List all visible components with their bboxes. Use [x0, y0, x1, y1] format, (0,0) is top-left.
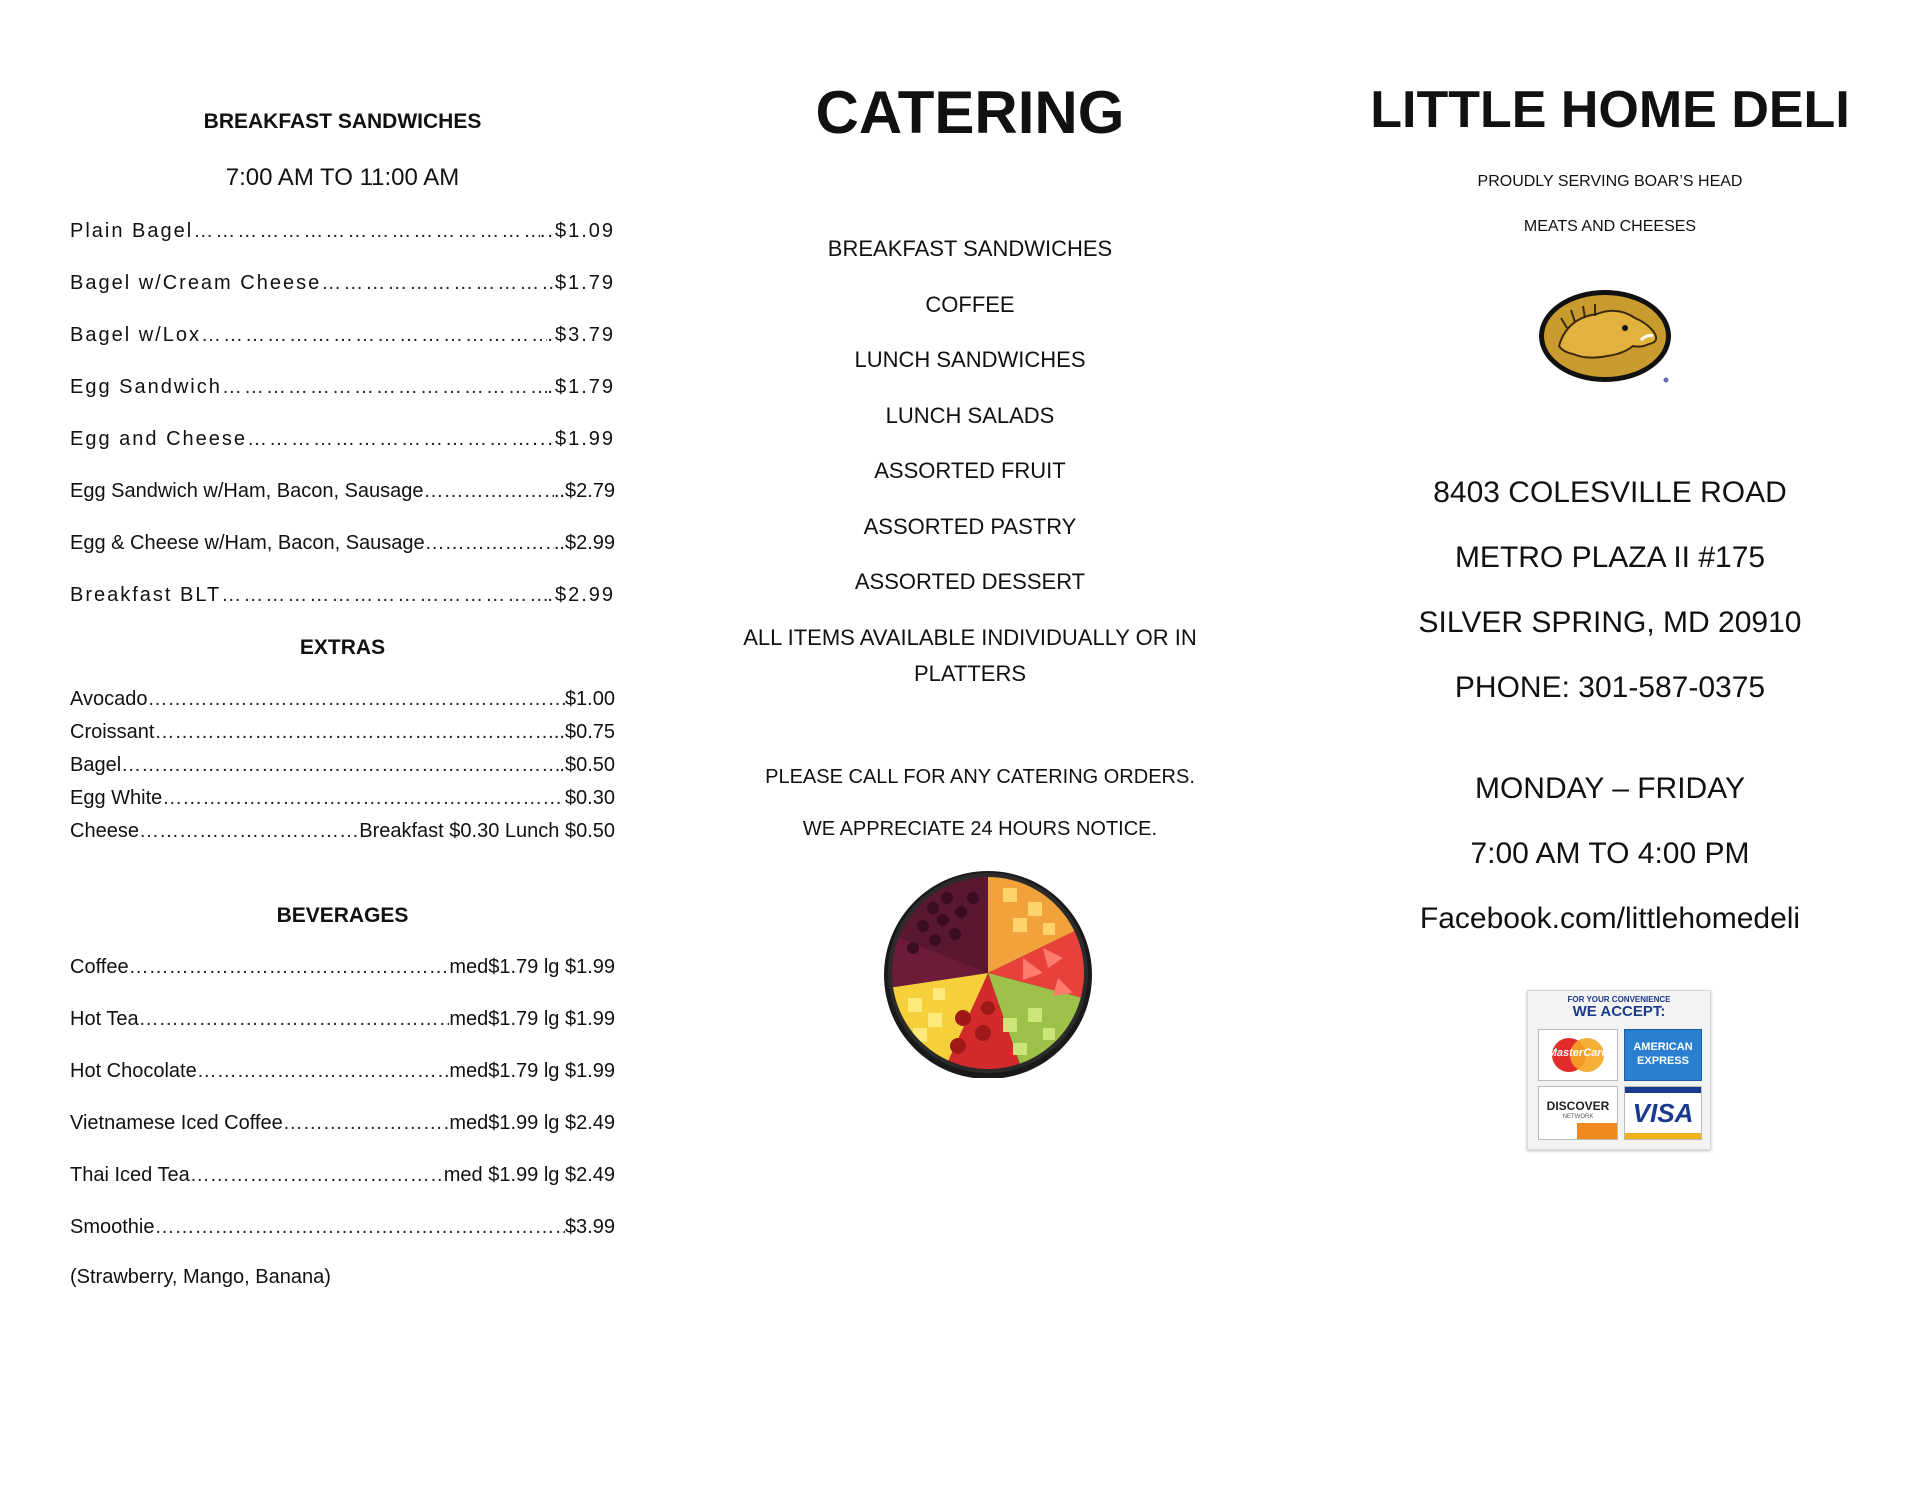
extra-item-row: [70, 820, 615, 843]
beverage-item-row: [70, 1008, 615, 1031]
address-line: 8403 COLESVILLE ROAD: [1433, 476, 1787, 509]
extra-item-row: [70, 721, 615, 744]
menu-item-name: Bagel w/Lox: [70, 324, 201, 346]
catering-item: ASSORTED FRUIT: [874, 458, 1066, 483]
menu-item-name: Egg and Cheese: [70, 428, 248, 450]
menu-item-name: Egg Sandwich: [70, 376, 222, 398]
menu-item-price: .$2.99: [547, 584, 615, 606]
beverage-item-row: [70, 1112, 615, 1135]
beverage-item-name: Coffee: [70, 956, 129, 978]
amex-icon: [1624, 1029, 1702, 1081]
beverage-item-price: med$1.79 lg $1.99: [449, 1060, 615, 1082]
catering-item: ASSORTED DESSERT: [854, 569, 1086, 594]
menu-item-row: [70, 532, 615, 555]
beverages-title: BEVERAGES: [276, 904, 409, 927]
cards-header: WE ACCEPT:: [1572, 1003, 1666, 1020]
menu-item-row: [70, 428, 615, 451]
menu-item-price: ...$1.99: [532, 428, 615, 450]
amex-label: AMERICAN EXPRESS: [1633, 1041, 1693, 1067]
business-hours: 7:00 AM TO 4:00 PM: [1470, 837, 1750, 870]
discover-label: DISCOVER: [1546, 1099, 1610, 1113]
beverage-item-row: [70, 956, 615, 979]
extra-item-name: Avocado: [70, 688, 148, 710]
menu-item-price: .$1.79: [547, 376, 615, 398]
fruit-platter-image: [883, 868, 1093, 1078]
extra-item-price: Breakfast $0.30 Lunch $0.50: [359, 820, 615, 842]
mastercard-label: MasterCard: [1547, 1047, 1609, 1059]
menu-item-name: Bagel w/Cream Cheese: [70, 272, 322, 294]
catering-availability-cont: PLATTERS: [913, 661, 1027, 686]
beverage-item-name: Hot Chocolate: [70, 1060, 197, 1082]
discover-sub-label: NETWORK: [1562, 1114, 1594, 1120]
extra-item-row: [70, 787, 615, 810]
beverage-item-price: med $1.99 lg $2.49: [443, 1164, 615, 1186]
phone-number: PHONE: 301-587-0375: [1454, 671, 1766, 704]
beverage-item-name: Vietnamese Iced Coffee: [70, 1112, 283, 1134]
menu-item-row: [70, 480, 615, 503]
menu-item-name: Plain Bagel: [70, 220, 194, 242]
extra-item-price: ..$0.75: [553, 721, 615, 743]
catering-item: LUNCH SANDWICHES: [854, 347, 1086, 372]
catering-availability: ALL ITEMS AVAILABLE INDIVIDUALLY OR IN: [743, 625, 1197, 650]
cards-header-small: FOR YOUR CONVENIENCE: [1567, 995, 1671, 1004]
extra-item-row: [70, 688, 615, 711]
beverage-item-row: [70, 1060, 615, 1083]
extra-item-price: $0.30: [564, 787, 615, 809]
smoothie-flavors-note: (Strawberry, Mango, Banana): [70, 1266, 331, 1288]
beverage-item-row: [70, 1216, 615, 1239]
menu-item-name: Breakfast BLT: [70, 584, 222, 606]
visa-icon: [1624, 1086, 1702, 1140]
menu-item-row: [70, 376, 615, 399]
catering-title: CATERING: [815, 79, 1125, 146]
extra-item-name: Bagel: [70, 754, 122, 776]
menu-item-name: Egg Sandwich w/Ham, Bacon, Sausage: [70, 480, 424, 502]
menu-item-price: ..$2.99: [553, 532, 615, 554]
deli-name-title: LITTLE HOME DELI: [1370, 81, 1850, 139]
beverage-item-price: med$1.79 lg $1.99: [449, 1008, 615, 1030]
beverage-item-price: med$1.99 lg $2.49: [449, 1112, 615, 1134]
beverage-item-name: Thai Iced Tea: [70, 1164, 190, 1186]
extra-item-name: Cheese: [70, 820, 139, 842]
menu-item-row: [70, 272, 615, 295]
extras-title: EXTRAS: [299, 636, 386, 659]
menu-item-price: .$3.79: [547, 324, 615, 346]
menu-item-price: ..$2.79: [553, 480, 615, 502]
visa-label: VISA: [1632, 1098, 1694, 1128]
beverage-item-name: Hot Tea: [70, 1008, 139, 1030]
beverage-item-name: Smoothie: [70, 1216, 155, 1238]
menu-item-row: [70, 220, 615, 243]
catering-item: ASSORTED PASTRY: [863, 514, 1077, 539]
mastercard-icon: [1538, 1029, 1618, 1081]
menu-item-price: ..$1.09: [539, 220, 615, 242]
accepted-cards-panel: [1527, 990, 1711, 1150]
extra-item-name: Egg White: [70, 787, 163, 809]
menu-item-row: [70, 324, 615, 347]
facebook-link[interactable]: Facebook.com/littlehomedeli: [1419, 902, 1801, 935]
beverage-item-row: [70, 1164, 615, 1187]
catering-notice-note: WE APPRECIATE 24 HOURS NOTICE.: [802, 818, 1158, 840]
deli-tagline-cont: MEATS AND CHEESES: [1523, 218, 1697, 235]
extra-item-name: Croissant: [70, 721, 155, 743]
extra-item-row: [70, 754, 615, 777]
catering-item: COFFEE: [925, 292, 1015, 317]
extra-item-price: $1.00: [564, 688, 615, 710]
deli-tagline: PROUDLY SERVING BOAR’S HEAD: [1477, 173, 1743, 190]
menu-item-name: Egg & Cheese w/Ham, Bacon, Sausage: [70, 532, 425, 554]
beverage-item-price: $3.99: [564, 1216, 615, 1238]
address-line: SILVER SPRING, MD 20910: [1418, 606, 1802, 639]
catering-call-note: PLEASE CALL FOR ANY CATERING ORDERS.: [765, 766, 1195, 788]
discover-icon: [1538, 1086, 1618, 1140]
business-days: MONDAY – FRIDAY: [1474, 772, 1746, 805]
discover-stripe: [1577, 1123, 1617, 1139]
menu-item-row: [70, 584, 615, 607]
extra-item-price: .$0.50: [559, 754, 615, 776]
catering-item: BREAKFAST SANDWICHES: [827, 236, 1113, 261]
beverage-item-price: med$1.79 lg $1.99: [449, 956, 615, 978]
menu-item-price: $1.79: [554, 272, 615, 294]
breakfast-hours: 7:00 AM TO 11:00 AM: [225, 164, 460, 191]
catering-item: LUNCH SALADS: [885, 403, 1055, 428]
address-line: METRO PLAZA II #175: [1454, 541, 1766, 574]
boars-head-logo-icon: [1537, 288, 1677, 388]
breakfast-title: BREAKFAST SANDWICHES: [203, 110, 482, 133]
